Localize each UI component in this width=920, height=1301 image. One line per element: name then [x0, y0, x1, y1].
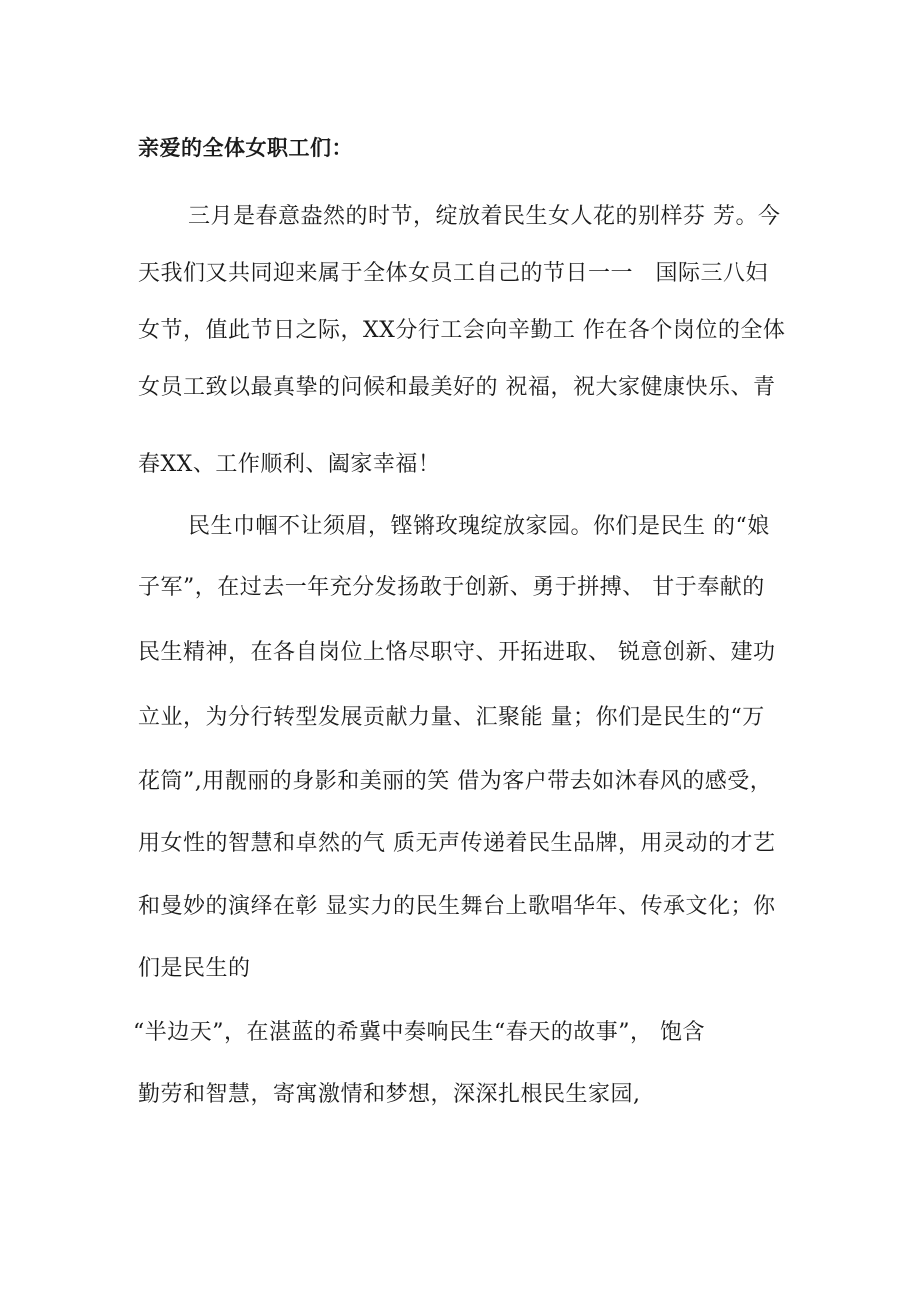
paragraph-line: 民生精神，在各自岗位上恪尽职守、开拓进取、 锐意创新、建功 [138, 640, 776, 665]
paragraph-line: 勤劳和智慧，寄寓激情和梦想，深深扎根民生家园, [138, 1082, 641, 1107]
paragraph-line: 花筒”,用靓丽的身影和美丽的笑 借为客户带去如沐春风的感受， [138, 769, 773, 794]
paragraph-line: 们是民生的 [138, 956, 251, 981]
paragraph-line: 三月是春意盎然的时节，绽放着民生女人花的别样芬 芳。今 [188, 204, 781, 229]
paragraph-line: 女节，值此节日之际，XX分行工会向辛勤工 作在各个岗位的全体 [138, 318, 786, 343]
paragraph-line: 立业，为分行转型发展贡献力量、汇聚能 量；你们是民生的“万 [138, 705, 765, 730]
paragraph-line: 子军”，在过去一年充分发扬敢于创新、勇于拼搏、 甘于奉献的 [138, 575, 765, 600]
letter-greeting: 亲爱的全体女职工们： [138, 136, 353, 160]
paragraph-line: 女员工致以最真挚的问候和最美好的 祝福，祝大家健康快乐、青 [138, 375, 776, 400]
paragraph-line: “半边天”，在湛蓝的希冀中奏响民生“春天的故事”， 饱含 [133, 1020, 705, 1045]
paragraph-line: 春XX、工作顺利、阖家幸福！ [138, 452, 441, 477]
paragraph-line: 和曼妙的演绎在彰 显实力的民生舞台上歌唱华年、传承文化；你 [138, 894, 776, 919]
paragraph-line: 天我们又共同迎来属于全体女员工自己的节日一一 国际三八妇 [138, 261, 768, 286]
paragraph-line: 用女性的智慧和卓然的气 质无声传递着民生品牌，用灵动的才艺 [138, 831, 776, 856]
paragraph-line: 民生巾帼不让须眉，铿锵玫瑰绽放家园。你们是民生 的“娘 [188, 514, 770, 539]
